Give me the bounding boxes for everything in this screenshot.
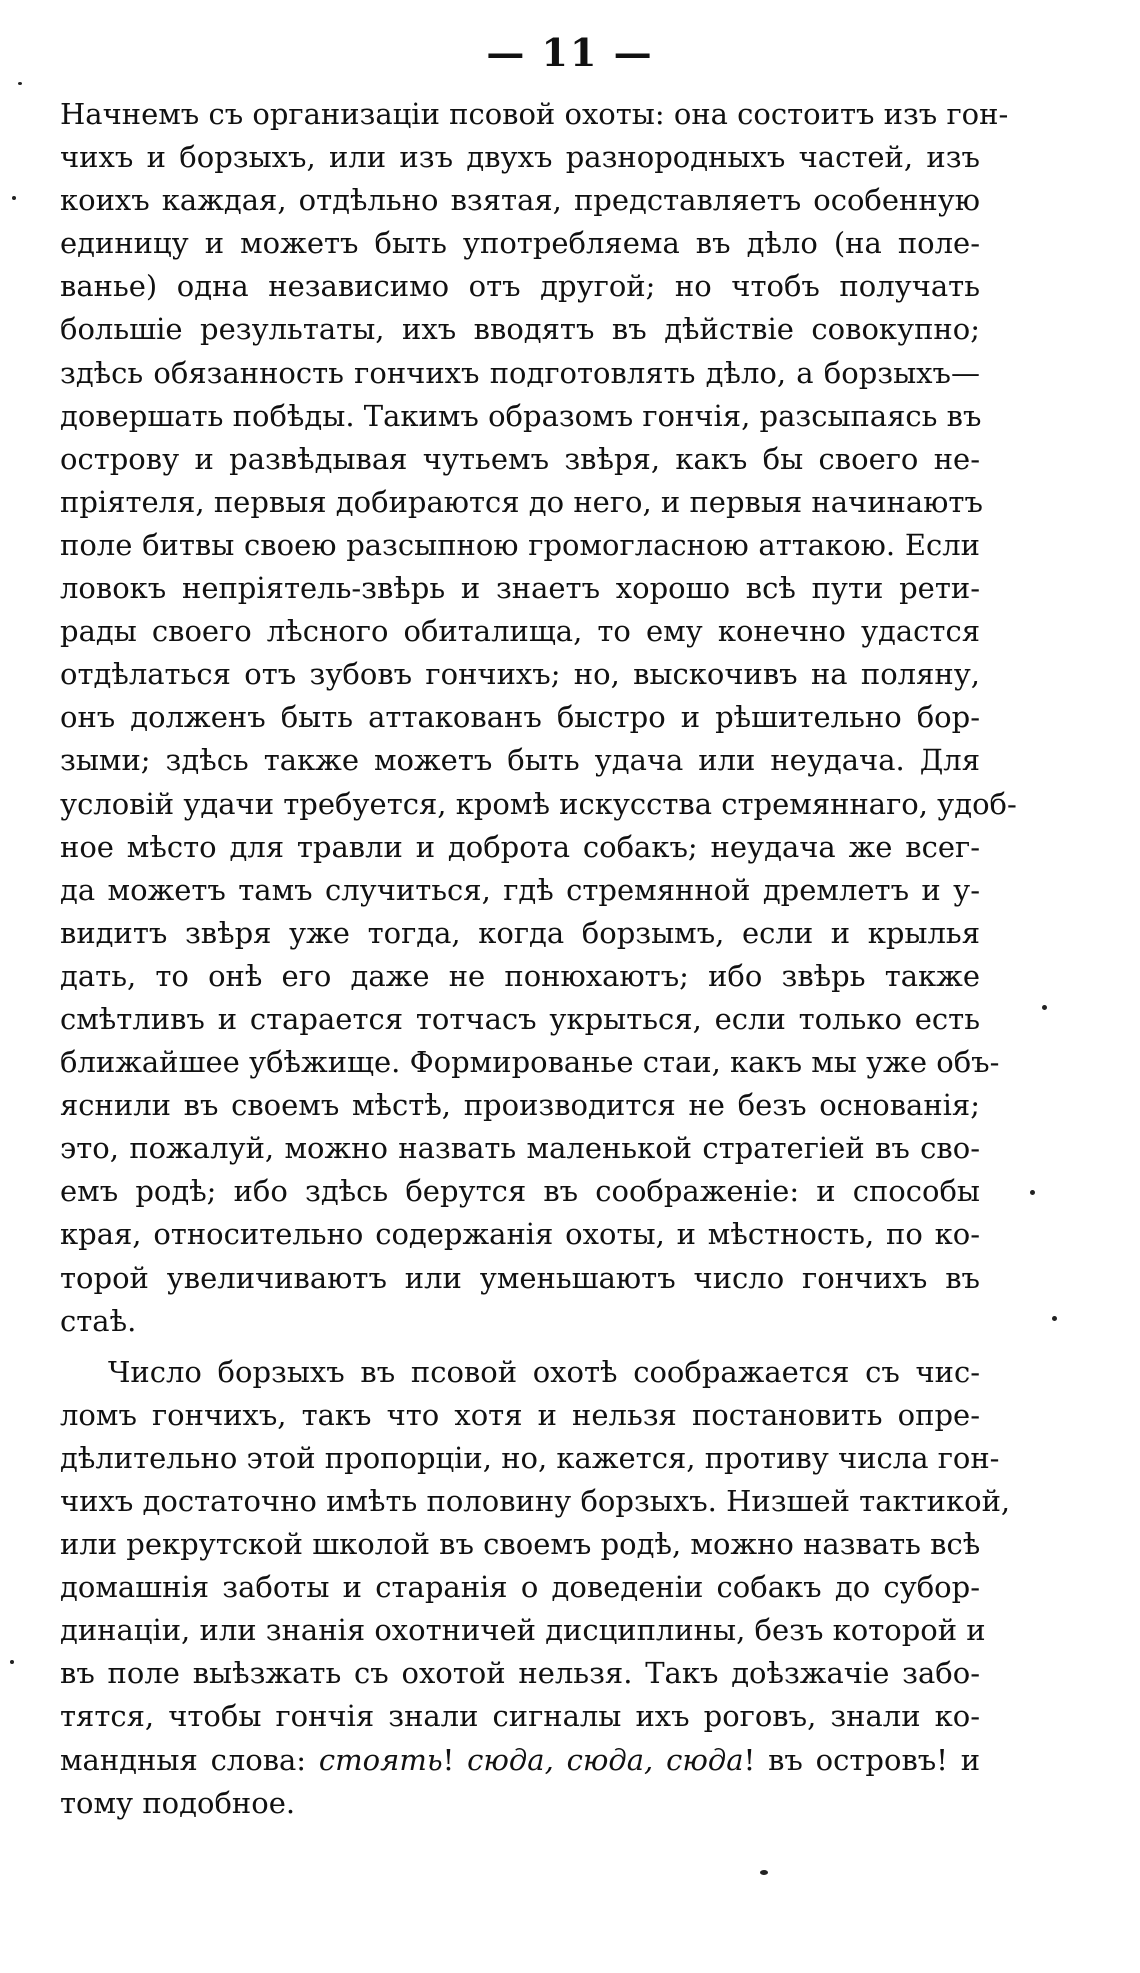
scan-speck — [10, 1660, 14, 1664]
text-line: тому подобное. — [60, 1785, 296, 1820]
scan-speck — [12, 196, 16, 200]
text-line: яснили въ своемъ мѣстѣ, производится не безъ основанія; — [60, 1088, 980, 1123]
text-line: ное мѣсто для травли и доброта собакъ; неудача же всег- — [60, 829, 980, 864]
text-line: здѣсь обязанность гончихъ подготовлять дѣло, а борзыхъ— — [60, 355, 980, 390]
text-line: отдѣлаться отъ зубовъ гончихъ; но, выскочивъ на поляну, — [60, 657, 980, 692]
text-line: смѣтливъ и старается тотчасъ укрыться, если только есть — [60, 1001, 980, 1036]
text-line: дать, то онѣ его даже не понюхаютъ; ибо звѣрь также — [60, 958, 980, 993]
scan-speck — [1052, 1316, 1057, 1321]
text-line: динаціи, или знанія охотничей дисциплины, безъ которой и — [60, 1613, 986, 1648]
text-line: довершать побѣды. Такимъ образомъ гончія, разсыпаясь въ — [60, 398, 982, 433]
text-line: ближайшее убѣжище. Формированье стаи, какъ мы уже объ- — [60, 1045, 1000, 1080]
text-line: ловокъ непріятель-звѣрь и знаетъ хорошо всѣ пути рети- — [60, 571, 980, 606]
text-line: стаѣ. — [60, 1303, 137, 1338]
text-line: чихъ и борзыхъ, или изъ двухъ разнородныхъ частей, изъ — [60, 140, 980, 175]
text-line: видитъ звѣря уже тогда, когда борзымъ, если и крылья — [60, 915, 980, 950]
text-line: чихъ достаточно имѣть половину борзыхъ. Низшей тактикой, — [60, 1484, 1011, 1518]
commands-suffix: въ островъ! и — [768, 1742, 981, 1777]
text-line: ломъ гончихъ, такъ что хотя и нельзя постановить опре- — [60, 1397, 980, 1432]
page-number: — 11 — — [486, 30, 654, 75]
text-line: домашнія заботы и старанія о доведеніи собакъ до субор- — [60, 1570, 980, 1605]
text-line: острову и развѣдывая чутьемъ звѣря, какъ бы своего не- — [60, 441, 980, 476]
text-line: рады своего лѣсного обиталища, то ему конечно удастся — [60, 614, 980, 649]
scan-speck — [760, 1870, 768, 1875]
command-separator: ! — [743, 1742, 769, 1777]
command-stop: стоять — [318, 1742, 443, 1777]
text-line: это, пожалуй, можно назвать маленькой стратегіей въ сво- — [60, 1131, 980, 1166]
text-line: условій удачи требуется, кромѣ искусства стремяннаго, удоб- — [60, 786, 1017, 821]
paragraph-2 — [60, 1351, 1011, 1825]
paragraph-gap — [60, 1343, 980, 1351]
paragraph-1 — [60, 93, 1017, 1343]
text-line: дѣлительно этой пропорціи, но, кажется, противу числа гон- — [60, 1440, 1000, 1475]
text-line: емъ родѣ; ибо здѣсь берутся въ соображеніе: и способы — [60, 1174, 980, 1209]
text-line-commands — [60, 1739, 980, 1782]
text-line: пріятеля, первыя добираются до него, и первыя начинаютъ — [60, 484, 983, 519]
text-line: большіе результаты, ихъ вводятъ въ дѣйствіе совокупно; — [60, 312, 980, 347]
text-line: въ поле выѣзжать съ охотой нельзя. Такъ доѣзжачіе забо- — [60, 1656, 980, 1691]
text-line: да можетъ тамъ случиться, гдѣ стремянной дремлетъ и у- — [60, 872, 980, 907]
body-text — [60, 93, 1017, 1825]
scan-speck — [1042, 1005, 1047, 1010]
text-line: коихъ каждая, отдѣльно взятая, представляетъ особенную — [60, 183, 980, 218]
text-line: единицу и можетъ быть употребляема въ дѣло (на поле- — [60, 226, 980, 261]
text-line: онъ долженъ быть аттакованъ быстро и рѣшительно бор- — [60, 700, 980, 735]
text-line: зыми; здѣсь также можетъ быть удача или неудача. Для — [60, 743, 980, 778]
text-line: поле битвы своею разсыпною громогласною аттакою. Если — [60, 527, 980, 562]
text-line: торой увеличиваютъ или уменьшаютъ число гончихъ въ — [60, 1260, 980, 1295]
text-line: края, относительно содержанія охоты, и мѣстность, по ко- — [60, 1217, 980, 1252]
commands-prefix: мандныя слова: — [60, 1742, 319, 1777]
text-line: Начнемъ съ организаціи псовой охоты: она состоитъ изъ гон- — [60, 97, 1009, 131]
text-line: тятся, чтобы гончія знали сигналы ихъ роговъ, знали ко- — [60, 1699, 980, 1734]
scan-speck — [18, 82, 22, 85]
scan-speck — [1030, 1190, 1035, 1195]
command-separator: ! — [442, 1742, 468, 1777]
text-line: ванье) одна независимо отъ другой; но чтобъ получать — [60, 269, 980, 304]
text-line: или рекрутской школой въ своемъ родѣ, можно назвать всѣ — [60, 1527, 981, 1562]
text-line: Число борзыхъ въ псовой охотѣ соображается съ чис- — [108, 1354, 980, 1389]
command-here: сюда, сюда, сюда — [467, 1742, 744, 1777]
